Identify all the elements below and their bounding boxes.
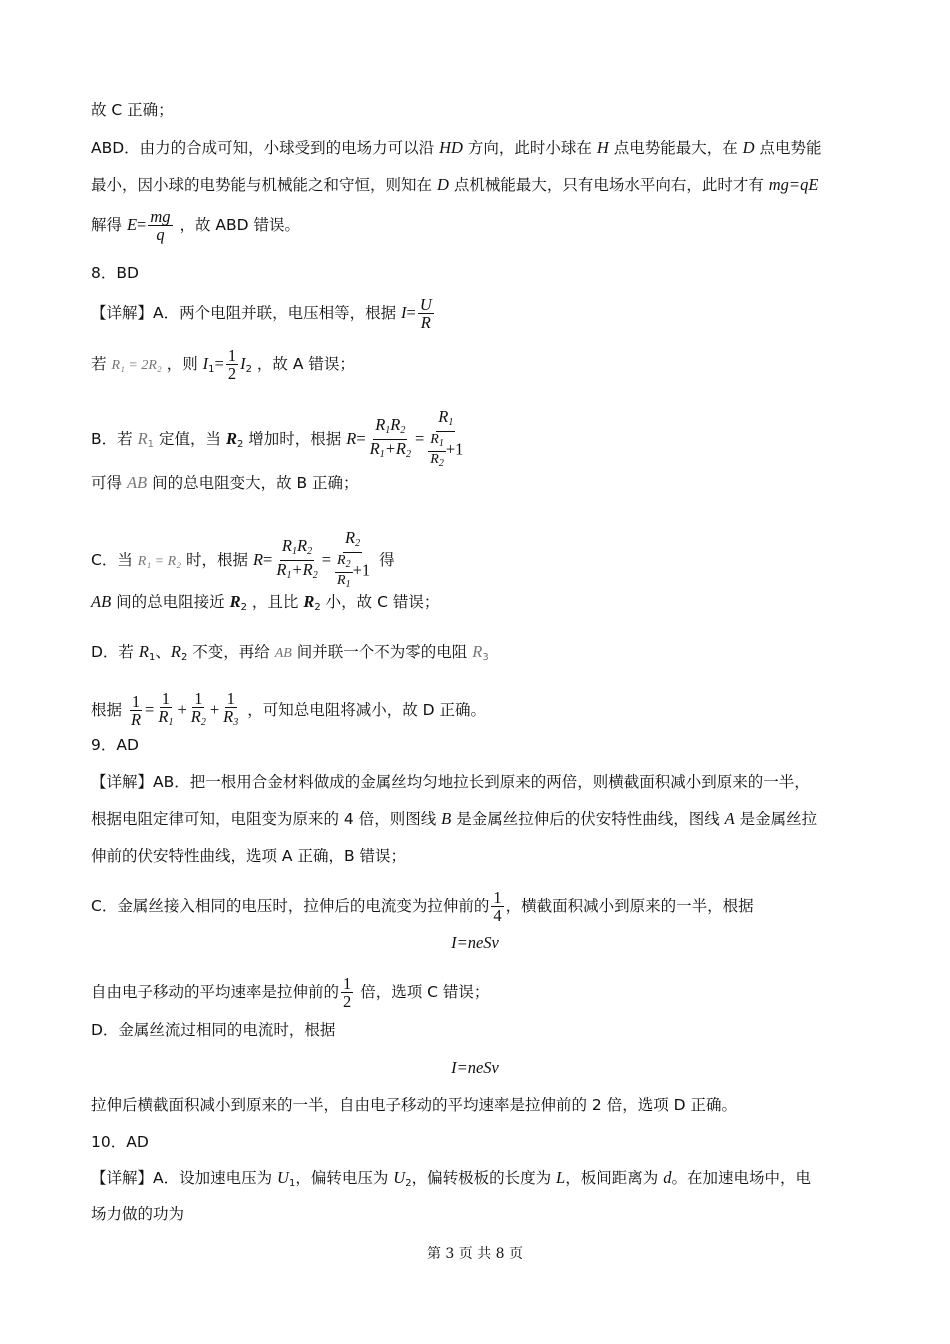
math-i: I	[401, 303, 407, 322]
math-r2: R	[225, 429, 237, 448]
r: R	[390, 415, 401, 434]
fraction-1-over-r3	[221, 690, 240, 731]
sub: 2	[200, 717, 206, 728]
text: 时，根据	[186, 551, 249, 569]
fraction-mg-over-q	[148, 208, 172, 243]
sub: 2	[345, 559, 351, 570]
text: 点电势能最大，在	[613, 139, 738, 157]
r: R	[281, 536, 293, 555]
sub: 2	[400, 425, 406, 436]
sub: 1	[147, 439, 155, 450]
symbol-h: H	[596, 138, 609, 157]
plus: +	[384, 439, 396, 458]
symbol-b: B	[441, 809, 452, 828]
equation-i-nesv	[0, 933, 950, 953]
text: B．若	[91, 430, 133, 448]
sub: 2	[236, 439, 244, 450]
line-26	[91, 1204, 184, 1224]
text: 9．AD	[91, 736, 139, 754]
sub: 1	[385, 425, 391, 436]
text: ，横截面积减小到原来的一半，根据	[505, 897, 754, 915]
denominator	[274, 561, 319, 584]
r: R	[276, 560, 287, 579]
fraction-1-over-2	[341, 975, 353, 1010]
text: 点电势能	[759, 139, 822, 157]
numerator: 1	[226, 689, 235, 708]
sub: 2	[405, 1178, 412, 1189]
numerator: 1	[343, 974, 352, 993]
fraction-u-over-r	[418, 296, 434, 331]
text: C．金属丝接入相同的电压时，拉伸后的电流变为拉伸前的	[91, 897, 490, 915]
line-20	[91, 975, 489, 1010]
text: 场力做的功为	[91, 1205, 185, 1223]
line-2	[91, 138, 822, 158]
numerator: 1	[161, 689, 171, 708]
text: D．金属丝流过相同的电流时，根据	[91, 1021, 336, 1039]
denominator	[426, 432, 465, 471]
symbol-d: d	[663, 1168, 672, 1187]
r: R	[223, 707, 234, 726]
equation: I=neSv	[451, 933, 499, 952]
text: 间的总电阻接近	[116, 593, 225, 611]
r: R	[158, 707, 169, 726]
line-18	[91, 889, 754, 924]
denominator	[368, 440, 413, 463]
fraction-1-over-r2	[189, 690, 208, 731]
text: 自由电子移动的平均速率是拉伸前的	[91, 983, 340, 1001]
math-u1: U	[277, 1168, 289, 1187]
numerator	[373, 416, 407, 440]
line-25	[91, 1168, 811, 1194]
sub: 1	[379, 449, 385, 460]
math-eq: =	[263, 550, 273, 569]
fraction-r2-over-r1	[335, 553, 353, 592]
fraction-1-over-2	[226, 347, 238, 382]
line-15	[91, 772, 810, 792]
plus-one: +1	[445, 439, 464, 459]
math-r1-eq-r2: R₁ = R₂	[137, 554, 182, 569]
text: ABD．由力的合成可知，小球受到的电场力可以沿	[91, 139, 435, 157]
text: 【详解】AB．把一根用合金材料做成的金属丝均匀地拉长到原来的两倍，则横截面积减小到原来的一半，	[91, 773, 810, 791]
line-3	[91, 175, 818, 195]
math-r3: R	[472, 642, 483, 661]
text: 间并联一个不为零的电阻	[296, 643, 468, 661]
denominator	[156, 708, 175, 731]
plus: +	[291, 560, 303, 579]
symbol-d: D	[742, 138, 755, 157]
text: ，偏转极板的长度为	[411, 1169, 552, 1187]
line-9	[91, 473, 359, 493]
text: 伸前的伏安特性曲线，选项 A 正确，B 错误；	[91, 847, 407, 865]
sub: 1	[438, 438, 444, 449]
r: R	[337, 573, 346, 588]
sub: 2	[307, 546, 313, 557]
sub: 2	[245, 364, 252, 375]
r: R	[430, 432, 439, 447]
line-10	[91, 529, 395, 592]
math-eq: =	[321, 550, 331, 569]
text: 【详解】A．两个电阻并联，电压相等，根据	[91, 304, 397, 322]
sub: 2	[314, 602, 321, 613]
line-12	[91, 642, 489, 668]
text: 。在加速电场中，电	[671, 1169, 811, 1187]
answer-10	[91, 1132, 149, 1152]
math-eq: =	[356, 429, 366, 448]
sub: 2	[438, 458, 444, 469]
line-17	[91, 846, 406, 866]
symbol-a: A	[724, 809, 735, 828]
sub: 2	[180, 652, 188, 663]
math-ab: AB	[274, 646, 292, 661]
text: ，故 ABD 错误。	[179, 216, 300, 234]
math-i1: I	[202, 354, 209, 373]
sub: 2	[405, 449, 411, 460]
math-r: R	[346, 429, 357, 448]
numerator	[335, 553, 353, 573]
fraction-1-over-r1	[156, 690, 175, 731]
text: 故 C 正确；	[91, 101, 174, 119]
text: 倍，选项 C 错误；	[360, 983, 490, 1001]
text: 方向，此时小球在	[467, 139, 592, 157]
denominator: R	[130, 710, 142, 729]
text: 小，故 C 错误；	[325, 593, 440, 611]
denominator: 4	[493, 906, 502, 925]
r: R	[438, 407, 449, 426]
equation-i-nesv	[0, 1058, 950, 1078]
r: R	[375, 415, 386, 434]
numerator	[428, 432, 446, 452]
answer-8	[91, 263, 139, 283]
text: C．当	[91, 551, 133, 569]
math-eq: =	[137, 215, 147, 234]
numerator: 1	[227, 346, 237, 365]
text: ，板间距离为	[565, 1169, 659, 1187]
fraction-r1r2-over-sum	[274, 537, 319, 584]
line-1	[91, 100, 174, 120]
fraction-r1r2-over-sum	[368, 416, 413, 463]
plus-one: +1	[352, 560, 371, 580]
math-r2: R	[170, 642, 181, 661]
plus: +	[209, 700, 220, 719]
text: 拉伸后横截面积减小到原来的一半，自由电子移动的平均速率是拉伸前的 2 倍，选项 D 正确。	[91, 1096, 738, 1114]
denominator	[333, 553, 372, 592]
text: 若	[91, 355, 107, 373]
equation-mg-qe: mg=qE	[768, 175, 819, 194]
text: 根据电阻定律可知，电阻变为原来的 4 倍，则图线	[91, 810, 437, 828]
line-16	[91, 809, 817, 829]
math-eq: =	[406, 303, 416, 322]
text: ，且比	[251, 593, 299, 611]
page-footer: 第 3 页 共 8 页	[426, 1246, 524, 1262]
math-e: E	[126, 215, 138, 234]
text: 增加时，根据	[248, 430, 342, 448]
r: R	[337, 553, 346, 568]
r: R	[302, 560, 313, 579]
numerator	[436, 408, 455, 432]
text: 得	[379, 551, 395, 569]
text: 不变，再给	[192, 643, 270, 661]
line-23	[91, 1095, 737, 1115]
answer-9	[91, 735, 139, 755]
sub: 1	[148, 652, 156, 663]
math-i2: I	[240, 354, 246, 373]
symbol-l: L	[556, 1168, 566, 1187]
math-eq: =	[214, 354, 224, 373]
denominator	[428, 452, 446, 471]
line-13	[91, 690, 486, 731]
text: 最小，因小球的电势能与机械能之和守恒，则知在	[91, 176, 433, 194]
plus: +	[177, 700, 187, 719]
sub: 1	[292, 546, 298, 557]
fraction-r1-over-r2	[428, 432, 446, 471]
numerator: mg	[150, 207, 171, 226]
text: 、	[155, 643, 171, 661]
numerator: 1	[194, 689, 203, 708]
text: ，则	[166, 355, 198, 373]
math-r1: R	[137, 429, 148, 448]
math-ab: AB	[91, 592, 112, 611]
fraction-r1-over-ratio	[426, 408, 465, 471]
math-u2: U	[393, 1168, 406, 1187]
sub: 1	[345, 579, 351, 590]
math-r2: R	[303, 592, 315, 611]
text: ，偏转电压为	[295, 1169, 389, 1187]
numerator: U	[419, 295, 432, 314]
r: R	[190, 707, 201, 726]
text: 解得	[91, 216, 123, 234]
text: 是金属丝拉伸后的伏安特性曲线，图线	[456, 810, 720, 828]
sub: 3	[482, 652, 489, 663]
denominator: R	[420, 313, 431, 332]
math-eq: =	[145, 700, 155, 719]
sub: 2	[355, 538, 361, 549]
math-r: R	[252, 550, 264, 569]
line-6	[91, 296, 436, 331]
symbol-d: D	[436, 175, 449, 194]
sub: 1	[288, 1178, 296, 1189]
text: 点机械能最大，只有电场水平向右，此时才有	[453, 176, 764, 194]
sub: 1	[168, 717, 174, 728]
fraction-1-over-r	[129, 693, 143, 728]
text: ，故 A 错误；	[256, 355, 355, 373]
denominator	[189, 708, 208, 731]
denominator	[335, 573, 353, 592]
sub: 2	[312, 570, 318, 581]
line-8	[91, 408, 467, 471]
sub: 3	[233, 717, 239, 728]
fraction-1-over-4	[491, 889, 503, 924]
math-eq: =	[414, 429, 425, 448]
numerator	[343, 529, 362, 553]
line-4	[91, 208, 300, 243]
denominator	[221, 708, 240, 731]
text: D．若	[91, 643, 134, 661]
text: 【详解】A．设加速电压为	[91, 1169, 273, 1187]
text: 间的总电阻变大，故 B 正确；	[152, 474, 359, 492]
text: 10．AD	[91, 1133, 149, 1151]
r: R	[297, 536, 308, 555]
r: R	[369, 439, 380, 458]
text: 根据	[91, 701, 123, 719]
math-ab: AB	[126, 473, 148, 492]
math-r2: R	[229, 592, 241, 611]
sub: 1	[448, 417, 454, 428]
text: ，可知总电阻将减小，故 D 正确。	[247, 701, 486, 719]
sub: 2	[240, 602, 247, 613]
numerator: 1	[131, 692, 141, 711]
fraction-r2-over-ratio	[333, 529, 372, 592]
sub: 1	[208, 364, 215, 375]
denominator: q	[156, 225, 165, 244]
numerator: 1	[493, 888, 502, 907]
text: 定值，当	[158, 430, 221, 448]
line-21	[91, 1020, 335, 1040]
sub: 1	[286, 570, 292, 581]
denominator: 2	[343, 992, 352, 1011]
line-7	[91, 347, 355, 382]
equation: I=neSv	[451, 1058, 499, 1077]
text: 是金属丝拉	[739, 810, 818, 828]
r: R	[345, 528, 356, 547]
text: 可得	[91, 474, 123, 492]
line-11	[91, 592, 439, 618]
math-r1-eq-2r2: R₁ = 2R₂	[111, 358, 162, 373]
math-r1: R	[138, 642, 149, 661]
denominator: 2	[227, 364, 237, 383]
r: R	[430, 452, 439, 467]
symbol-hd: HD	[439, 138, 463, 157]
r: R	[395, 439, 406, 458]
text: 8．BD	[91, 264, 139, 282]
numerator	[280, 537, 314, 561]
